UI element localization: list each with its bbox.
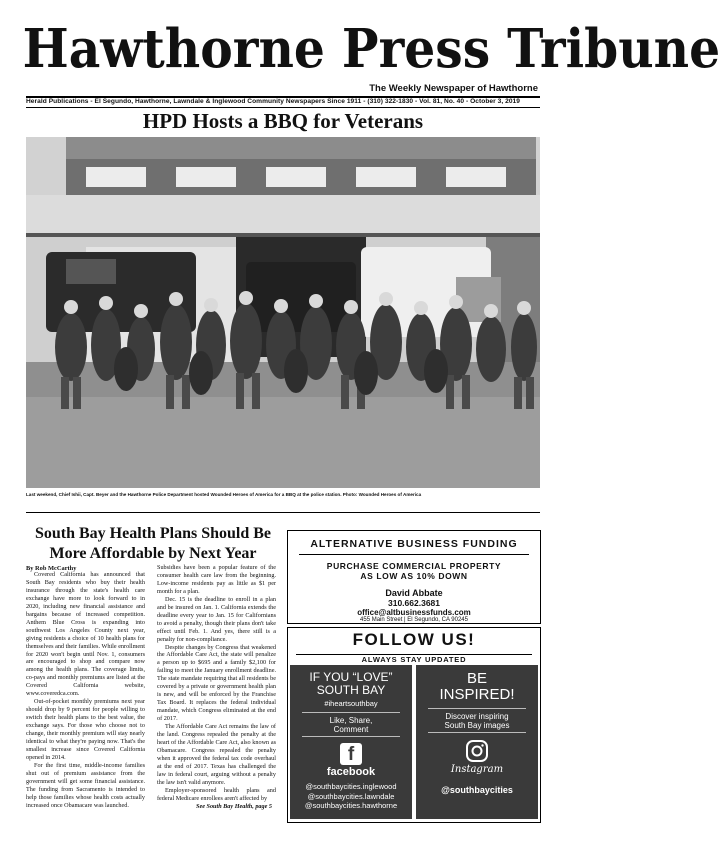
- article-jump-link[interactable]: See South Bay Health, page 5: [196, 802, 272, 810]
- article-paragraph: The Affordable Care Act remains the law of the land. Congress repealed the penalty at the heart of the Affordable Care Act, also known as Obamacare. Congress repealed the penalty when it approved the federal tax code overhaul at the end of 2017. Texas has challenged the law in federal court, arguing without a penalty the law isn't valid anymore.: [157, 723, 276, 786]
- newspaper-masthead: Hawthorne Press Tribune: [22, 18, 720, 80]
- facebook-handle[interactable]: @southbaycities.hawthorne: [304, 801, 398, 810]
- facebook-handles: [290, 782, 412, 811]
- section-rule: [26, 512, 540, 513]
- ad-follow-us: [287, 627, 541, 823]
- facebook-panel-divider: [302, 712, 400, 713]
- masthead-tagline: The Weekly Newspaper of Hawthorne: [369, 83, 538, 94]
- instagram-icon: [465, 739, 489, 763]
- article-paragraph: Covered California has announced that South Bay residents who buy their health insurance through the state's health care exchange have more to look forward to in 2020, including new financial assistance and bargains because of increased competition. Anthem Blue Cross is expanding into southwest Los Angeles County next year, giving residents a choice of 10 health plans for themselves and their families. While enrollment for 2020 won't begin until Nov. 1, consumers are encouraged to shop and compare now among the health plans. The coverage limits, co-pays and monthly premiums are listed at the Covered California website, www.coveredca.com.: [26, 571, 145, 698]
- facebook-brand: facebook: [326, 766, 376, 778]
- instagram-panel[interactable]: [416, 665, 538, 819]
- ad-funding-line1: PURCHASE COMMERCIAL PROPERTY: [326, 561, 502, 571]
- ad-funding-address: 455 Main Street | El Segundo, CA 90245: [360, 617, 468, 623]
- instagram-cta-line2: South Bay images: [444, 721, 510, 730]
- facebook-icon: f: [340, 743, 362, 765]
- instagram-panel-line1: BE: [466, 670, 487, 687]
- lead-photo: [26, 137, 540, 488]
- article-paragraph: Subsidies have been a popular feature of the consumer health care law from the beginning. Low-income residents pay as little as $1 per month for a plan.: [157, 564, 276, 595]
- ad-funding-phone[interactable]: 310.662.3681: [388, 598, 440, 608]
- instagram-panel-line2: INSPIRED!: [439, 686, 515, 703]
- facebook-hashtag: #iheartsouthbay: [324, 699, 378, 708]
- ad-funding-divider: [299, 554, 529, 555]
- instagram-panel-divider: [428, 708, 526, 709]
- facebook-panel-line1: IF YOU “LOVE”: [309, 670, 393, 684]
- instagram-panel-divider: [428, 732, 526, 733]
- ad-funding-title: ALTERNATIVE BUSINESS FUNDING: [310, 538, 518, 550]
- photo-caption: Last weekend, Chief Ishii, Capt. Beyer and the Hawthorne Police Department hosted Wounded Heroes of America for a BBQ at the police station. Photo: Wounded Heroes of America: [26, 492, 422, 497]
- article-paragraph: Out-of-pocket monthly premiums next year should drop by 9 percent for people willing to switch their health plans to the best value, the exchange says. For those who choose not to change, their monthly premium will stay nearly identical to what they're paying now. That's the smallest increase since Covered California opened in 2014.: [26, 698, 145, 761]
- ad-funding-contact-name: David Abbate: [385, 588, 443, 598]
- article-paragraph: Despite changes by Congress that weakened the Affordable Care Act, the state will penalize a person up to $695 and a family $2,100 for failing to meet the January enrollment deadline. The state mandate requiring that all residents be covered by a private or government health plan is new, and will be enforced by the Franchise Tax Board. It replaces the federal individual mandate, which Congress eliminated at the end of 2017.: [157, 643, 276, 723]
- facebook-panel-line2: SOUTH BAY: [316, 683, 386, 697]
- instagram-brand: Instagram: [450, 764, 504, 775]
- article-byline: By Rob McCarthy: [26, 565, 77, 572]
- facebook-handle[interactable]: @southbaycities.lawndale: [307, 791, 395, 801]
- veterans-bbq-photo: [26, 137, 540, 488]
- facebook-cta-line2: Comment: [333, 725, 369, 734]
- ad-funding-line2: AS LOW AS 10% DOWN: [360, 571, 468, 581]
- instagram-cta-line1: Discover inspiring: [445, 712, 509, 721]
- facebook-panel-divider: [302, 736, 400, 737]
- lead-headline: HPD Hosts a BBQ for Veterans: [142, 109, 424, 133]
- facebook-panel[interactable]: [290, 665, 412, 819]
- article-headline: South Bay Health Plans Should Be More Affordable by Next Year: [34, 525, 272, 562]
- ad-funding-email[interactable]: office@altbusinessfunds.com: [357, 608, 471, 617]
- facebook-handle[interactable]: @southbaycities.inglewood: [305, 782, 397, 791]
- instagram-handle[interactable]: @southbaycities: [441, 785, 513, 795]
- facebook-cta-line1: Like, Share,: [329, 716, 373, 725]
- article-paragraph: Dec. 15 is the deadline to enroll in a plan and be insured on Jan. 1. California extends the deadline every year to Jan. 15 for Californians to avoid a penalty, though their plans don't take effect until Feb. 1. And yes, there still is a penalty for non-compliance.: [157, 595, 276, 643]
- follow-subtitle: ALWAYS STAY UPDATED: [358, 655, 471, 664]
- ad-business-funding[interactable]: [287, 530, 541, 624]
- article-column-1: [26, 571, 145, 810]
- article-paragraph: Employer-sponsored health plans and federal Medicare enrollees aren't affected by: [157, 786, 276, 802]
- article-paragraph: For the first time, middle-income families shut out of premium assistance from the government will get some financial assistance. The funding from Sacramento is intended to help those families whose health costs actually increased once Obamacare was launched.: [26, 761, 145, 809]
- article-column-2: [157, 564, 276, 811]
- masthead-info-bar: Herald Publications - El Segundo, Hawthorne, Lawndale & Inglewood Community Newspapers Since 1911 - (310) 322-1830 - Vol. 81, No. 40 - October 3, 2019: [26, 98, 520, 105]
- follow-title: FOLLOW US!: [352, 630, 476, 649]
